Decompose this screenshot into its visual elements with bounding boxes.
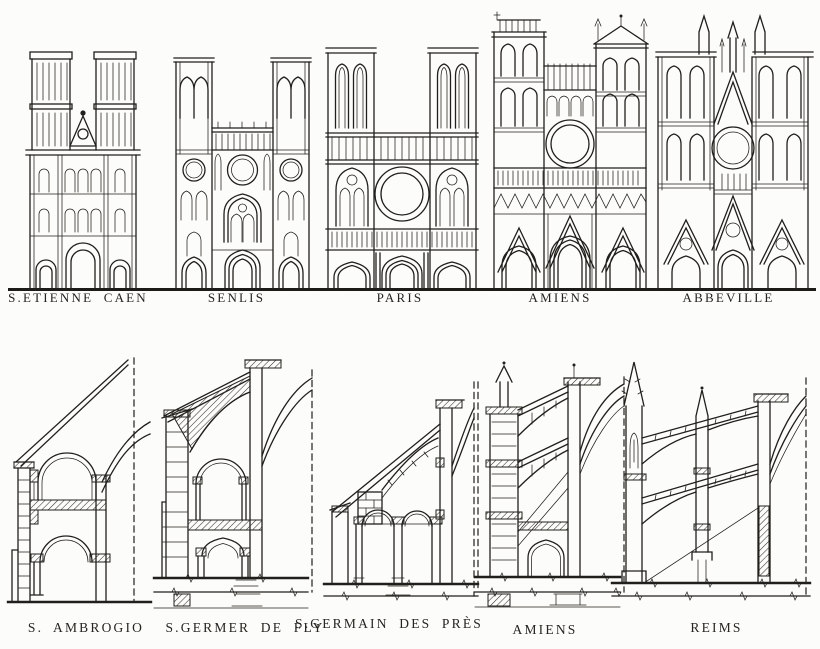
caen-facade-drawing <box>8 22 158 290</box>
figure-facade-caen <box>8 22 158 305</box>
caption-section-germain: S.GERMAIN DES PRÈS <box>294 616 484 631</box>
ambrogio-section-drawing <box>4 350 154 612</box>
caption-facade-amiens: AMIENS <box>528 290 592 305</box>
abbeville-facade-drawing <box>652 14 817 290</box>
figure-section-amiens <box>470 352 630 637</box>
caption-facade-senlis: SENLIS <box>207 290 266 305</box>
figure-section-germer <box>150 352 325 635</box>
senlis-facade-drawing <box>170 42 315 290</box>
caption-section-ambrogio: S. AMBROGIO <box>27 620 145 635</box>
reims-section-drawing <box>610 356 815 614</box>
figure-section-reims <box>610 356 815 635</box>
caption-section-amiens: AMIENS <box>512 622 578 637</box>
caption-section-reims: REIMS <box>690 620 743 635</box>
paris-facade-drawing <box>322 38 482 290</box>
figure-facade-senlis <box>170 42 315 305</box>
caption-facade-caen: S.ETIENNE CAEN <box>8 290 148 305</box>
caption-facade-paris: PARIS <box>376 290 424 305</box>
amiens-facade-drawing <box>486 10 654 290</box>
figure-section-germain <box>294 362 484 631</box>
figure-facade-paris <box>322 38 482 305</box>
figure-facade-abbeville <box>652 14 817 305</box>
figure-section-ambrogio <box>4 350 154 635</box>
amiens-section-drawing <box>470 352 630 620</box>
figure-facade-amiens <box>486 10 654 305</box>
caption-facade-abbeville: ABBEVILLE <box>682 290 775 305</box>
caption-section-germer: S.GERMER DE FLY <box>165 620 325 635</box>
germer-section-drawing <box>150 352 318 614</box>
germain-section-drawing <box>322 362 482 608</box>
